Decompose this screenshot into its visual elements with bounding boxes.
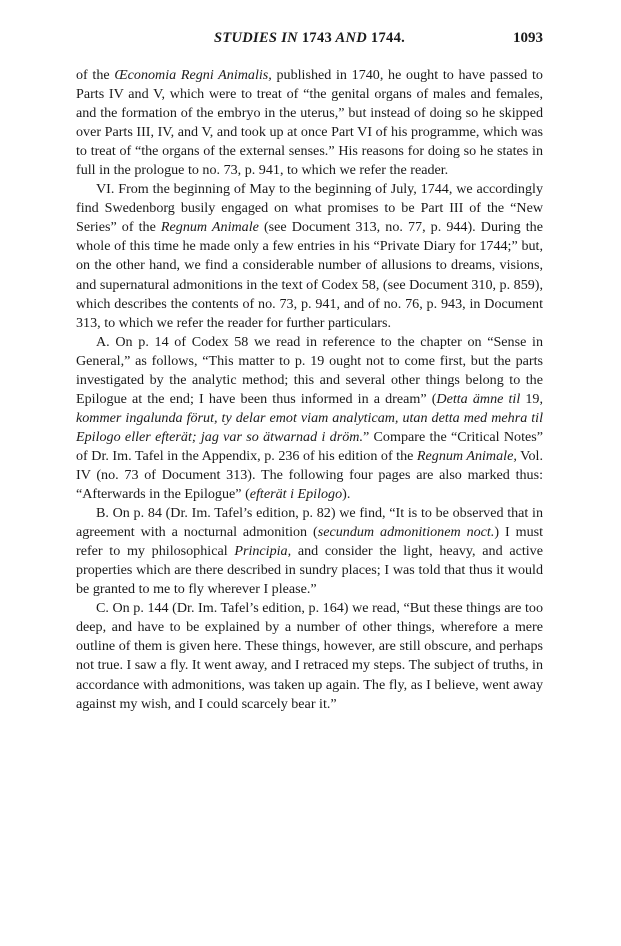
text-run: VI. From the beginning of May to the beginning of July, 1744, we accordingly find Swedenborg busily engaged on what promises to be Part III of the “New Series” of the xyxy=(76,181,543,236)
body-text xyxy=(76,66,543,714)
running-head xyxy=(76,30,543,54)
text-run: B. On p. 84 (Dr. Im. Tafel’s edition, p. 82) we find, “It is to be observed that in agreement with a nocturnal admonition ( xyxy=(76,505,543,541)
text-run: ) I must refer to my philosophical xyxy=(76,524,544,560)
italic-quote: Detta ämne til xyxy=(436,390,521,407)
italic-title: Principia, xyxy=(234,543,292,560)
running-title xyxy=(76,30,543,47)
title-and: AND xyxy=(335,30,367,46)
text-run: A. On p. 14 of Codex 58 we read in reference to the chapter on “Sense in General,” as follows, “This matter to p. 19 ought not to come first, but the parts investigated by the analytic method; this and several other things belong to the Epilogue at the end; I have been thus informed in a dream” ( xyxy=(76,333,543,407)
text-run: (see Document 313, no. 77, p. 944). During the whole of this time he made only a few entries in his “Private Diary for 1744;” but, on the other hand, we find a considerable number of allusions to dreams, visions, and supernatural admonitions in the text of Codex 58, (see Document 310, p. 859), which describes the contents of no. 73, p. 941, and of no. 76, p. 943, in Document 313, to which we refer the reader for further particulars. xyxy=(76,219,543,331)
italic-title: Œconomia Regni Animalis, xyxy=(114,67,272,83)
text-run: Vol. IV (no. 73 of Document 313). The following four pages are also marked thus: “Afterwards in the Epilogue” ( xyxy=(76,447,543,503)
title-year-2: 1744. xyxy=(370,30,406,46)
text-run: ). xyxy=(342,486,351,503)
italic-quote: efterät i Epilogo xyxy=(249,486,343,503)
text-run: published in 1740, he ought to have passed to Parts IV and V, which were to treat of “the genital organs of males and females, and the formation of the embryo in the uterus,” but instead of doing so he skipped over Parts III, IV, and V, and took up at once Part VI of his programme, which was to treat of “the organs of the external senses.” His reasons for doing so he states in full in the prologue to no. 73, p. 941, to which we refer the reader. xyxy=(76,67,543,179)
text-run: 19, xyxy=(520,390,543,407)
paragraph-item-b xyxy=(76,504,543,599)
paragraph-section-vi xyxy=(76,180,543,332)
italic-title: Regnum Animale, xyxy=(416,447,517,464)
paragraph-item-a xyxy=(76,333,543,504)
paragraph-item-c xyxy=(76,599,543,713)
text-run: of the xyxy=(76,67,115,83)
italic-title: Regnum Animale xyxy=(160,219,259,236)
italic-quote: secundum admonitionem noct. xyxy=(317,524,495,541)
title-part-1: STUDIES IN xyxy=(213,30,298,46)
page-number: 1093 xyxy=(513,30,543,46)
italic-quote: kommer ingalunda förut, ty delar emot viam analyticam, utan detta med mehra til Epilogo eller efterät; jag var so ätwarnad i dröm. xyxy=(76,409,543,445)
title-year-1: 1743 xyxy=(301,30,333,46)
text-run: and consider the light, heavy, and active properties which are there described in sundry places; I was told that thus it would be granted to me to fly wherever I please.” xyxy=(76,543,543,598)
paragraph-continuation xyxy=(76,66,543,180)
text-run: C. On p. 144 (Dr. Im. Tafel’s edition, p. 164) we read, “But these things are too deep, and have to be explained by a number of other things, wherefore a mere outline of them is given here. These things, however, are still obscure, and perhaps not true. I saw a fly. It went away, and I retraced my steps. The subject of truths, in accordance with admonitions, was taken up again. The fly, as I believe, went away against my wish, and I could scarcely bear it.” xyxy=(76,600,543,712)
text-run: ” Compare the “Critical Notes” of Dr. Im. Tafel in the Appendix, p. 236 of his edition of the xyxy=(76,428,543,464)
